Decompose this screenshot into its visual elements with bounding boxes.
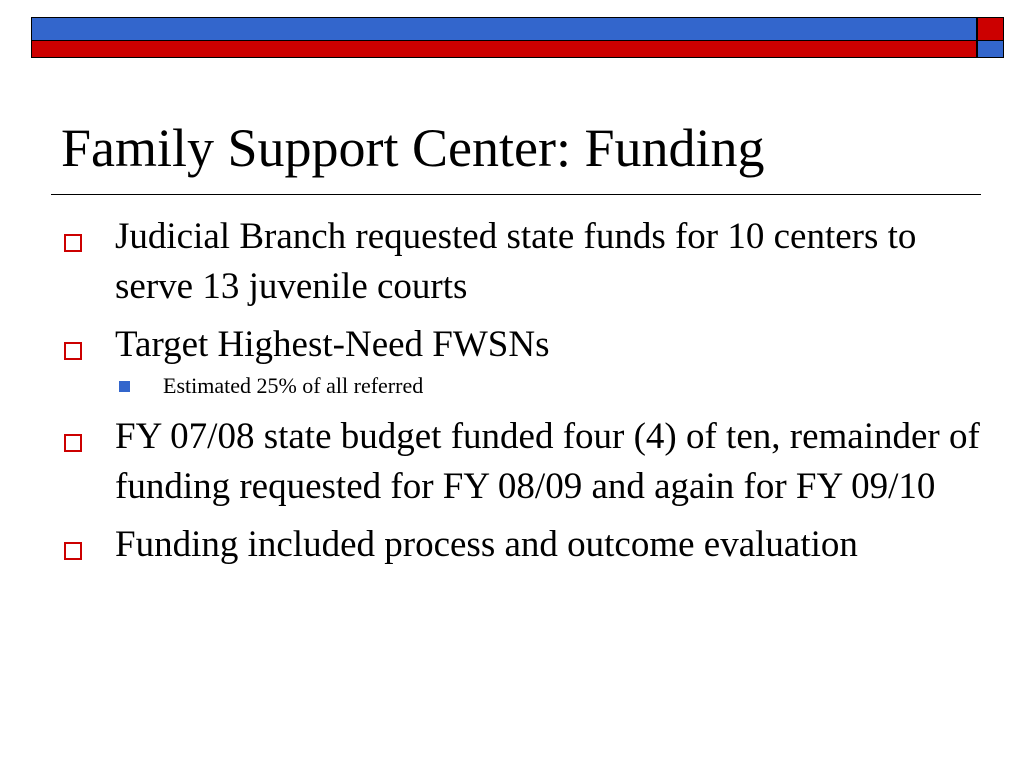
slide-title: Family Support Center: Funding (61, 118, 765, 178)
filled-square-bullet-icon (119, 381, 130, 392)
bullet-item (62, 212, 982, 312)
header-bar-blue (31, 17, 977, 41)
sub-bullet-text: Estimated 25% of all referred (163, 373, 424, 398)
bullet-text: Funding included process and outcome evaluation (115, 524, 858, 565)
bullet-item (62, 520, 982, 570)
header-square-red (977, 17, 1004, 41)
bullet-item (62, 412, 982, 512)
header-bar-red (31, 41, 977, 58)
sub-bullet-item (62, 372, 982, 400)
hollow-square-bullet-icon (64, 342, 82, 360)
bullet-text: Judicial Branch requested state funds for 10 centers to serve 13 juvenile courts (115, 216, 917, 307)
title-divider (51, 194, 981, 195)
bullet-text: Target Highest-Need FWSNs (115, 324, 550, 365)
hollow-square-bullet-icon (64, 434, 82, 452)
hollow-square-bullet-icon (64, 542, 82, 560)
hollow-square-bullet-icon (64, 234, 82, 252)
bullet-text: FY 07/08 state budget funded four (4) of ten, remainder of funding requested for FY 08/09 and again for FY 09/10 (115, 416, 980, 507)
header-square-blue (977, 41, 1004, 58)
bullet-item (62, 320, 982, 370)
bullet-list (62, 212, 982, 578)
